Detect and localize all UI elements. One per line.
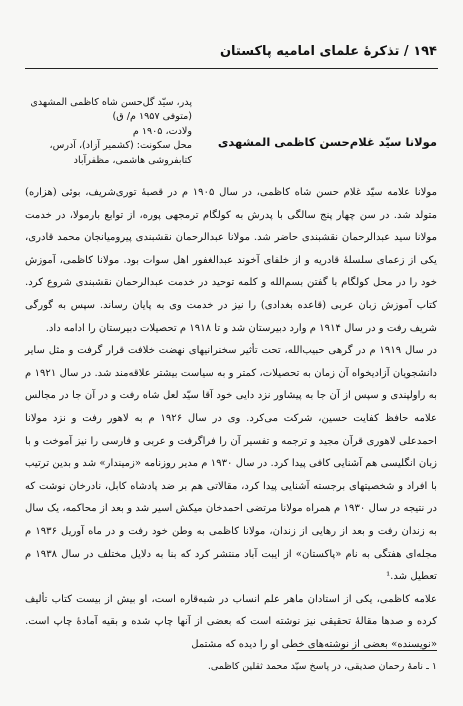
running-header: ۱۹۴ / تذکرهٔ علمای امامیه پاکستان	[219, 44, 437, 59]
info-residence: محل سکونت: (کشمیر آزاد)، آدرس،	[49, 140, 192, 152]
info-address: کتابفروشی هاشمی، مظفرآباد	[73, 154, 192, 166]
info-father-death: (متوفی ۱۹۵۷ م/ ق)	[112, 111, 192, 123]
biographical-info-box	[30, 96, 192, 168]
footnote-divider	[297, 650, 437, 651]
entry-body	[25, 182, 437, 656]
info-birth: ولادت، ۱۹۰۵ م	[132, 125, 192, 137]
body-paragraph: در سال ۱۹۱۹ م در گرهی حبیب‌الله، تحت تأثیر سخنرانیهای نهضت خلافت قرار گرفت و مثل سایر دانشجویان آزادیخواه آن زمان به تحصیلات، کمتر و به سیاست بیشتر علاقه‌مند شد. در سال ۱۹۲۱ م به راولپندی و سپس از آن جا به پیشاور نزد دایی خود آقا سیّد لعل شاه رفت و در آن جا در مجالس علامه حافظ کفایت حسین، شرکت می‌کرد. وی در سال ۱۹۲۶ م به لاهور رفت و نزد مولانا احمدعلی لاهوری قرآن مجید و ترجمه و تفسیر آن را فراگرفت و عربی و فارسی را نیز آموخت و با زبان انگلیسی هم آشنایی کافی پیدا کرد. در سال ۱۹۳۰ م مدیر روزنامه «زمیندار» شد و بدین ترتیب با افراد و شخصیتهای برجسته آشنایی پیدا کرد، مقالاتی هم بر ضد پادشاه کابل، نادرخان نوشت که در نتیجه در سال ۱۹۳۰ م همراه مولانا مرتضی احمدخان میکش اسیر شد و بعد از محاکمه، یک سال به زندان رفت و بعد از رهایی از زندان، مولانا کاظمی به وطن خود رفت و در ماه آوریل ۱۹۳۶ م مجله‌ای هفتگی به نام «پاکستان» از ایبت آباد منتشر کرد که بنا به دلایل مختلف در سال ۱۹۳۸ م تعطیل شد.¹	[25, 345, 438, 583]
info-father: پدر، سیّد گل‌حسن شاه کاظمی المشهدی	[30, 97, 192, 108]
entry-heading: مولانا سیّد غلام‌حسن کاظمی المشهدی	[217, 135, 437, 149]
header-divider	[25, 68, 438, 69]
body-paragraph: علامه کاظمی، یکی از استادان ماهر علم انساب در شبه‌قاره است، او بیش از بیست کتاب تألیف کرده و صدها مقالهٔ تحقیقی نیز نوشته است که بعضی از آنها چاپ شده و بقیه آمادهٔ چاپ است. «نویسنده» بعضی از نوشته‌های خطی او را دیده که مشتمل	[25, 593, 437, 650]
body-paragraph: مولانا علامه سیّد غلام حسن شاه کاظمی، در سال ۱۹۰۵ م در قصبهٔ توری‌شریف، بوئی (هزاره) متولد شد. در سن چهار پنج سالگی با پدرش به کولگام ترمجهی پوره، از توابع بارمولا، در خدمت مولانا سید عبدالرحمان نقشبندی حاضر شد. مولانا عبدالرحمان نقشبندی پیرومیانجان محمد قادری، یکی از زعمای سلسلهٔ قادریه و از خلفای آخوند عبدالغفور اهل سوات بود. مولانا کاظمی، آموزش خود را در محل کولگام با گفتن بسم‌الله و کلمه توحید در خدمت عبدالرحمان نقشبندی شروع کرد. کتاب آموزش زبان عربی (قاعده بغدادی) را نیز در خدمت وی به پایان رساند. سپس به گورگی شریف رفت و در سال ۱۹۱۴ م وارد دبیرستان شد و تا ۱۹۱۸ م تحصیلات دبیرستان را ادامه داد.	[25, 187, 438, 334]
footnote: ۱ ـ نامهٔ رحمان صدیقی، در پاسخ سیّد محمد ثقلین کاظمی.	[207, 661, 437, 672]
